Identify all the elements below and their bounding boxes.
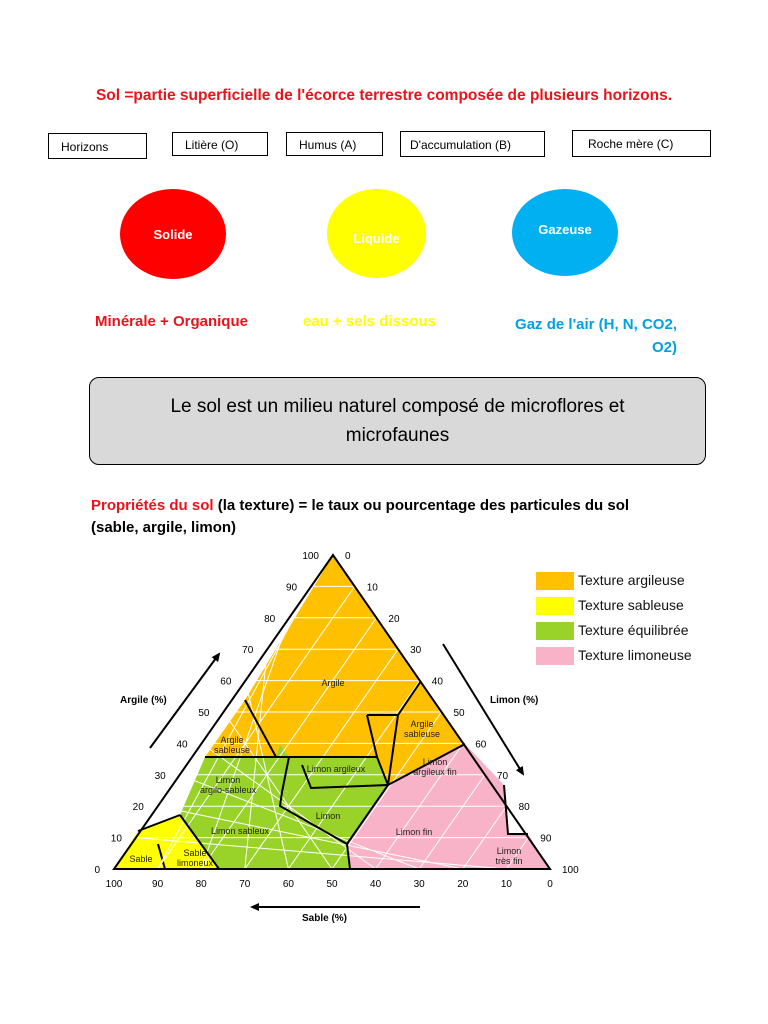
tick-sable-100: 100 bbox=[105, 879, 123, 890]
tick-argile-70: 70 bbox=[242, 645, 254, 657]
legend-swatch-limoneuse bbox=[536, 647, 574, 665]
tick-sable-60: 60 bbox=[282, 879, 294, 890]
zone-label-argile-sableuse-2: sableuse bbox=[213, 745, 251, 755]
zone-label-argile: Argile bbox=[321, 678, 345, 688]
horizon-humus-box: Humus (A) bbox=[286, 132, 383, 156]
zone-label-limon-argilo-sableux-1: Limon bbox=[215, 775, 241, 785]
soil-properties-text bbox=[91, 495, 671, 539]
solid-phase-label: Solide bbox=[153, 226, 193, 242]
zone-label-sable-limoneux-1: Sable bbox=[183, 848, 207, 858]
zone-label-argile-limoneuse-1: Argile bbox=[410, 719, 434, 729]
horizons-header-box: Horizons bbox=[48, 133, 147, 159]
tick-argile-90: 90 bbox=[285, 582, 298, 594]
page-title: Sol =partie superficielle de l'écorce terrestre composée de plusieurs horizons. bbox=[95, 87, 673, 104]
callout-text: Le sol est un milieu naturel composé de microflores et microfaunes bbox=[170, 396, 625, 446]
tick-argile-80: 80 bbox=[264, 613, 276, 625]
limon-axis-label: Limon (%) bbox=[490, 695, 539, 706]
zone-label-sable-limoneux-2: limoneux bbox=[176, 858, 214, 868]
sable-axis-label: Sable (%) bbox=[302, 913, 348, 924]
tick-sable-30: 30 bbox=[413, 879, 425, 890]
tick-argile-0: 0 bbox=[94, 865, 100, 876]
tick-limon-10: 10 bbox=[366, 582, 378, 594]
liquid-phase-description: eau + sels dissous bbox=[303, 313, 436, 330]
legend-label-sableuse: Texture sableuse bbox=[578, 597, 684, 613]
zone-label-limon-argileux-fin-2: argileux fin bbox=[413, 767, 457, 777]
solid-phase-circle bbox=[120, 189, 226, 279]
tick-limon-60: 60 bbox=[475, 739, 487, 751]
tick-argile-30: 30 bbox=[154, 770, 166, 782]
soil-definition-callout bbox=[89, 377, 706, 465]
tick-sable-70: 70 bbox=[239, 879, 251, 890]
tick-limon-100: 100 bbox=[562, 865, 579, 876]
tick-sable-20: 20 bbox=[457, 879, 469, 890]
tick-limon-30: 30 bbox=[410, 645, 422, 657]
tick-limon-80: 80 bbox=[518, 802, 530, 814]
tick-argile-50: 50 bbox=[198, 708, 210, 719]
liquid-phase-circle bbox=[327, 189, 426, 278]
tick-argile-100: 100 bbox=[302, 551, 319, 562]
zone-label-sable: Sable bbox=[129, 854, 153, 864]
gas-phase-label: Gazeuse bbox=[538, 222, 592, 237]
zone-label-limon: Limon bbox=[315, 811, 341, 821]
legend-label-equilibree: Texture équilibrée bbox=[578, 622, 689, 638]
legend-label-argileuse: Texture argileuse bbox=[578, 572, 685, 588]
horizon-roche-mere-box: Roche mère (C) bbox=[572, 130, 711, 157]
tick-sable-50: 50 bbox=[326, 879, 338, 890]
legend-swatch-sableuse bbox=[536, 597, 574, 615]
zone-label-limon-argilo-sableux-2: argilo-sableux bbox=[199, 785, 257, 795]
tick-limon-90: 90 bbox=[540, 833, 552, 845]
tick-limon-50: 50 bbox=[453, 708, 465, 719]
tick-limon-20: 20 bbox=[388, 613, 400, 625]
tick-argile-10: 10 bbox=[110, 833, 122, 845]
horizon-litiere-box: Litière (O) bbox=[172, 132, 268, 156]
zone-label-limon-argileux: Limon argileux bbox=[306, 764, 366, 774]
tick-limon-0: 0 bbox=[345, 551, 351, 562]
legend-swatch-argileuse bbox=[536, 572, 574, 590]
tick-sable-40: 40 bbox=[370, 879, 382, 890]
zone-label-limon-tres-fin-2: très fin bbox=[495, 856, 523, 866]
tick-limon-70: 70 bbox=[496, 770, 509, 782]
gas-phase-description: Gaz de l'air (H, N, CO2, O2) bbox=[515, 316, 677, 356]
zone-label-limon-sableux: Limon sableux bbox=[210, 826, 270, 836]
tick-sable-90: 90 bbox=[152, 879, 164, 890]
argile-axis-label: Argile (%) bbox=[120, 695, 167, 706]
zone-label-limon-fin: Limon fin bbox=[395, 827, 433, 837]
legend-swatch-equilibree bbox=[536, 622, 574, 640]
liquid-phase-label: Liquide bbox=[353, 231, 400, 246]
tick-sable-0: 0 bbox=[547, 879, 553, 890]
properties-definition: (la texture) = le taux ou pourcentage des particules du sol (sable, argile, limon) bbox=[91, 497, 630, 536]
horizon-accumulation-box: D'accumulation (B) bbox=[400, 131, 545, 157]
soil-texture-triangle bbox=[92, 547, 588, 927]
tick-argile-20: 20 bbox=[132, 802, 144, 814]
tick-argile-60: 60 bbox=[220, 676, 232, 688]
properties-heading: Propriétés du sol bbox=[91, 497, 214, 514]
texture-legend bbox=[527, 562, 717, 672]
zone-label-argile-sableuse-1: Argile bbox=[220, 735, 244, 745]
solid-phase-description: Minérale + Organique bbox=[95, 313, 248, 330]
zone-label-limon-argileux-fin-1: Limon bbox=[422, 757, 448, 767]
zone-label-argile-limoneuse-2: sableuse bbox=[403, 729, 441, 739]
tick-argile-40: 40 bbox=[176, 739, 188, 751]
tick-limon-40: 40 bbox=[431, 676, 443, 688]
gas-phase-circle bbox=[512, 189, 618, 276]
tick-sable-10: 10 bbox=[500, 879, 512, 890]
zone-label-limon-tres-fin-1: Limon bbox=[496, 846, 522, 856]
tick-sable-80: 80 bbox=[195, 879, 207, 890]
legend-label-limoneuse: Texture limoneuse bbox=[578, 647, 692, 663]
